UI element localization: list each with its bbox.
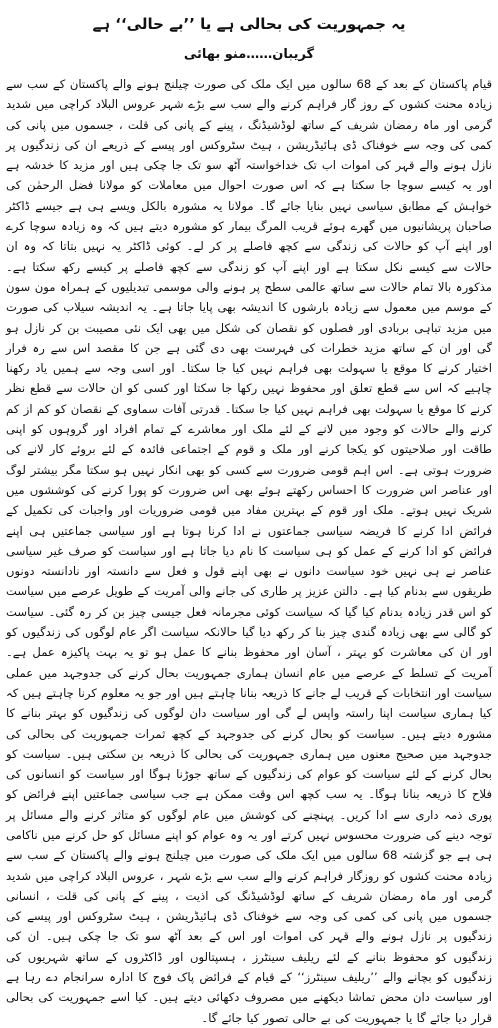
column-byline: گریبان……منو بھائی <box>183 47 315 62</box>
column-title: یہ جمہوریت کی بحالی ہے یا ’’بے حالی‘‘ ہے <box>92 15 406 33</box>
newspaper-column <box>6 6 492 1025</box>
column-body: قیام پاکستان کے بعد کے 68 سالوں میں ایک ملک کی صورت چیلنج ہونے والے پاکستان کے سب سے زیادہ محنت کشوں کے روز گار فراہم کرنے والے سب سے بڑے شہر عروس البلاد کراچی میں شدید گرمی اور ماہ رمضان شریف کے ساتھ لوڈشیڈنگ ، پینے کے پانی کی قلت ، جسموں میں پانی کی کمی کی وجہ سے خوفناک ڈی ہائیڈریشن ، ہیٹ سٹروکس اور پیسے کے ذریعے ان کی زندگیوں پر نازل ہونے والے قہر کی اموات اب تک خداخواستہ آٹھ سو تک جا چکی ہیں اور مزید کا خدشہ ہے اور یہ کیسے سوچا جا سکتا ہے کہ اس صورت احوال میں معاملات کو مولانا فضل الرحمٰن کی خواہش کے مطابق سیاسی نہیں بنایا جائے گا۔ مولانا یہ مشورہ بالکل ویسے ہی ہے جیسے ڈاکٹر صاحبان پریشانیوں میں گھرے ہوئے قریب المرگ بیمار کو مشورہ دیتے ہیں کہ وہ زیادہ سوچا کرے اور اپنے آپ کو حالات کی زندگی سے کچھ فاصلے پر کر لے۔ کوئی ڈاکٹر یہ نہیں بتاتا کہ وہ ان حالات سے کیسے نکل سکتا ہے اور اپنے آپ کو زندگی سے کچھ فاصلے پر کیسے رکھ سکتا ہے۔ مذکورہ بالا تمام حالات سے ساتھ عالمی سطح پر ہونے والی موسمی تبدیلیوں کے ہمراہ مون سون کے موسم میں معمول سے زیادہ بارشوں کا اندیشہ بھی پایا جاتا ہے۔ یہ اندیشہ سیلاب کی صورت میں مزید تباہی بربادی اور فصلوں کو نقصان کی شکل میں بھی ایک نئی مصیبت بن کر نازل ہو گی اور ان کے ساتھ مزید خطرات کی فہرست بھی دی گئی ہے جن کا مقصد اس سے رہ فرار اختیار کرنے کا موقع یا سہولت بھی فراہم نہیں کیا جا سکتا۔ اور اسی وجہ سے ہمیں یاد رکھنا چاہیے کہ اس سے قطع تعلق اور محفوظ نہیں رکھا جا سکتا اور کسی کو ان حالات سے قطع نظر کرنے کا موقع یا سہولت بھی فراہم نہیں کیا جا سکتا۔ قدرتی آفات سماوی کے نقصان کو کم از کم کرنے والے حالات کو وجود میں لانے کے لئے ملک اور معاشرے کے تمام افراد اور گروہوں کو اپنی طاقت اور صلاحیتوں کو یکجا کرنے اور ملک و قوم کے اجتماعی فائدہ کے لئے بروئے کار لانے کی ضرورت ہوتی ہے۔ اس اہم قومی ضرورت سے کسی کو بھی انکار نہیں ہو سکتا مگر بیشتر لوگ اور عناصر اس ضرورت کا احساس رکھتے ہوئے بھی اس ضرورت کو پورا کرنے کی کوششوں میں شریک نہیں ہوتے۔ ملک اور قوم کے بہترین مفاد میں قومی ضروریات اور واجبات کی تکمیل کے فرائض ادا کرنے کا فریضہ سیاسی جماعتوں نے ادا کرنا ہوتا ہے اور سیاسی جماعتیں ہی اپنے فرائض کو ادا کرنے کے عمل کو ہی سیاست کا نام دیا جاتا ہے اور سیاست کو صرف غیر سیاسی عناصر نے ہی نہیں خود سیاست دانوں نے بھی اپنے قول و فعل سے دانستہ اور نادانستہ دونوں طریقوں سے بدنام کیا ہے۔ دالتن عزیز پر طاری کی جانے والی آمریت کے طویل عرصے میں سیاست کو اس قدر زیادہ بدنام کیا گیا کہ سیاست کوئی مجرمانہ فعل جیسی چیز بن کر رہ گئی۔ سیاست کو گالی سے بھی زیادہ گندی چیز بنا کر رکھ دیا گیا حالانکہ سیاست اگر عام لوگوں کی زندگیوں کو اور ان کی معاشرت کو بہتر ، آسان اور محفوظ بنانے کا عمل ہو تو یہ بہت پاکیزہ عمل ہے۔ آمریت کے تسلط کے عرصے میں عام انسان ہماری جمہوریت بحال کرنے کی جدوجہد میں عملی سیاست اور انتخابات کے قریب لے جانے کا ذریعہ بنانا چاہتے ہیں اور جو یہ معلوم کرنا چاہتے ہیں کہ کیا ہماری سیاست اپنا راستہ واپس لے گی اور سیاست دان لوگوں کی زندگیوں کو بہتر بنانے کا مشورہ دیتے ہیں۔ سیاست کو بحال کرنے کی جدوجہد کے کچھ ثمرات جمہوریت کی بحالی کی جدوجہد میں صحیح معنوں میں ہماری جمہوریت کی بحالی کا ذریعہ بن سکتی ہیں۔ سیاست کو بحال کرنے کے لئے سیاست کو عوام کی زندگیوں کے ساتھ جوڑنا ہوگا اور سیاست کو انسانوں کی فلاح کا ذریعہ بنانا ہوگا۔ یہ سب کچھ اس وقت ممکن ہے جب سیاسی جماعتیں اپنے فرائض کو پوری ذمہ داری سے ادا کریں۔ پہنچنے کی کوشش میں عام لوگوں کو متاثر کرنے والے مسائل پر توجہ دینے کی ضرورت محسوس نہیں کرتے اور یہ وہ عوام کو اپنے مسائل کو حل کرنے میں ناکامی ہی ہے جو گزشتہ 68 سالوں میں ایک ملک کی صورت میں چیلنج ہونے والے پاکستان کے سب سے زیادہ محنت کشوں کو روزگار فراہم کرنے والے سب سے بڑے شہر ، عروس البلاد کراچی میں شدید گرمی اور ماہ رمضان شریف کے ساتھ لوڈشیڈنگ کی اذیت ، پینے کے پانی کی قلت ، انسانی جسموں میں پانی کی کمی کی وجہ سے خوفناک ڈی ہائیڈریشن ، ہیٹ سٹروکس اور پیسے کی زندگیوں پر نازل ہونے والے قہر کی اموات اور اس کے بعد آٹھ سو تک جا چکی ہیں۔ ان کی زندگیوں کو محفوظ بنانے کے لئے ریلیف سینٹرز ، ہسپتالوں اور ڈاکٹروں کے ساتھ شہریوں کی زندگیوں کو بچانے والے ’’ریلیف سینٹرز‘‘ کے قیام کے فرائض پاک فوج کا ادارہ سرانجام دے رہا ہے اور سیاست دان محض تماشا دیکھنے میں مصروف دکھائی دیتے ہیں۔ کیا اسے جمہوریت کی بحالی قرار دیا جائے گا یا جمہوریت کی بے حالی تصور کیا جائے گا۔ <box>6 77 492 1025</box>
